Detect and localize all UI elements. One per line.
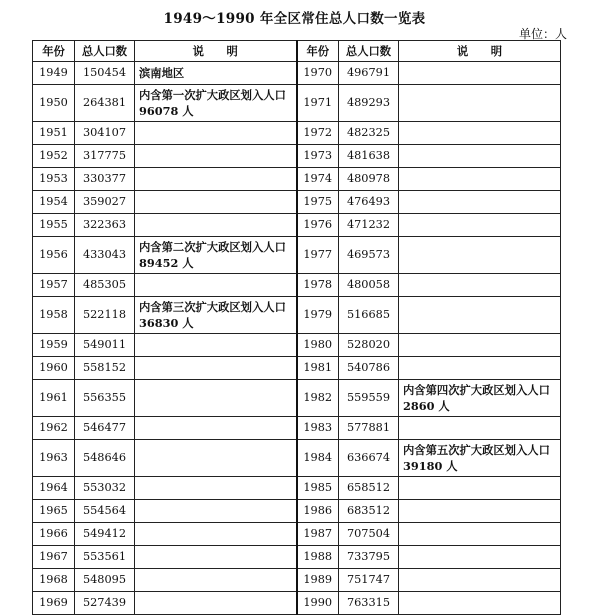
header-population-right: 总人口数 <box>339 41 399 62</box>
table-row <box>33 500 561 523</box>
left-note-cell <box>135 145 297 168</box>
right-note-cell <box>399 145 561 168</box>
right-note-cell: 内含第四次扩大政区划入人口 2860 人 <box>399 380 561 417</box>
right-note-cell <box>399 500 561 523</box>
header-population-left: 总人口数 <box>75 41 135 62</box>
left-year-cell: 1951 <box>33 122 75 145</box>
table-row <box>33 85 561 122</box>
right-year-cell: 1984 <box>297 440 339 477</box>
right-year-cell: 1983 <box>297 417 339 440</box>
right-population-cell: 683512 <box>339 500 399 523</box>
left-year-cell: 1967 <box>33 546 75 569</box>
left-year-cell: 1961 <box>33 380 75 417</box>
right-year-cell: 1975 <box>297 191 339 214</box>
right-population-cell: 469573 <box>339 237 399 274</box>
table-row <box>33 274 561 297</box>
left-year-cell: 1955 <box>33 214 75 237</box>
right-year-cell: 1973 <box>297 145 339 168</box>
left-note-cell: 内含第三次扩大政区划入人口 36830 人 <box>135 297 297 334</box>
table-row <box>33 546 561 569</box>
right-population-cell: 476493 <box>339 191 399 214</box>
table-row <box>33 440 561 477</box>
right-population-cell: 658512 <box>339 477 399 500</box>
table-row <box>33 380 561 417</box>
table-row <box>33 477 561 500</box>
left-year-cell: 1962 <box>33 417 75 440</box>
right-population-cell: 707504 <box>339 523 399 546</box>
right-population-cell: 496791 <box>339 62 399 85</box>
left-note-cell <box>135 357 297 380</box>
right-note-cell <box>399 85 561 122</box>
right-year-cell: 1979 <box>297 297 339 334</box>
right-note-cell <box>399 592 561 615</box>
right-population-cell: 540786 <box>339 357 399 380</box>
table-row <box>33 523 561 546</box>
left-population-cell: 548095 <box>75 569 135 592</box>
table-row <box>33 297 561 334</box>
table-header-row <box>33 41 561 62</box>
right-year-cell: 1978 <box>297 274 339 297</box>
left-note-cell <box>135 214 297 237</box>
left-note-cell <box>135 523 297 546</box>
left-year-cell: 1960 <box>33 357 75 380</box>
left-year-cell: 1958 <box>33 297 75 334</box>
left-population-cell: 522118 <box>75 297 135 334</box>
left-year-cell: 1956 <box>33 237 75 274</box>
left-year-cell: 1954 <box>33 191 75 214</box>
left-note-cell <box>135 477 297 500</box>
header-note-left: 说 明 <box>135 41 297 62</box>
right-population-cell: 559559 <box>339 380 399 417</box>
right-year-cell: 1986 <box>297 500 339 523</box>
right-year-cell: 1977 <box>297 237 339 274</box>
left-population-cell: 317775 <box>75 145 135 168</box>
right-note-cell <box>399 237 561 274</box>
left-year-cell: 1959 <box>33 334 75 357</box>
table-row <box>33 168 561 191</box>
table-row <box>33 569 561 592</box>
header-year-left: 年份 <box>33 41 75 62</box>
left-note-cell <box>135 380 297 417</box>
table-row <box>33 145 561 168</box>
left-population-cell: 549011 <box>75 334 135 357</box>
right-year-cell: 1976 <box>297 214 339 237</box>
right-population-cell: 481638 <box>339 145 399 168</box>
left-population-cell: 546477 <box>75 417 135 440</box>
right-note-cell <box>399 122 561 145</box>
left-year-cell: 1969 <box>33 592 75 615</box>
left-population-cell: 304107 <box>75 122 135 145</box>
right-population-cell: 751747 <box>339 569 399 592</box>
right-population-cell: 516685 <box>339 297 399 334</box>
right-note-cell <box>399 274 561 297</box>
left-population-cell: 330377 <box>75 168 135 191</box>
left-year-cell: 1963 <box>33 440 75 477</box>
left-note-cell <box>135 334 297 357</box>
left-population-cell: 359027 <box>75 191 135 214</box>
left-population-cell: 527439 <box>75 592 135 615</box>
right-population-cell: 480058 <box>339 274 399 297</box>
right-year-cell: 1987 <box>297 523 339 546</box>
left-population-cell: 485305 <box>75 274 135 297</box>
population-table <box>32 40 561 615</box>
left-population-cell: 150454 <box>75 62 135 85</box>
left-note-cell <box>135 440 297 477</box>
left-note-cell <box>135 191 297 214</box>
left-note-cell: 滨南地区 <box>135 62 297 85</box>
left-year-cell: 1952 <box>33 145 75 168</box>
right-year-cell: 1980 <box>297 334 339 357</box>
left-note-cell <box>135 122 297 145</box>
right-note-cell <box>399 214 561 237</box>
table-row <box>33 214 561 237</box>
left-note-cell <box>135 546 297 569</box>
right-year-cell: 1981 <box>297 357 339 380</box>
left-year-cell: 1965 <box>33 500 75 523</box>
right-population-cell: 763315 <box>339 592 399 615</box>
right-note-cell <box>399 191 561 214</box>
right-year-cell: 1985 <box>297 477 339 500</box>
right-note-cell <box>399 357 561 380</box>
table-body <box>33 62 561 615</box>
right-population-cell: 482325 <box>339 122 399 145</box>
right-population-cell: 636674 <box>339 440 399 477</box>
left-year-cell: 1950 <box>33 85 75 122</box>
left-note-cell <box>135 417 297 440</box>
right-note-cell <box>399 569 561 592</box>
table-row <box>33 62 561 85</box>
unit-label: 单位：人 <box>518 27 567 41</box>
table-row <box>33 237 561 274</box>
left-year-cell: 1953 <box>33 168 75 191</box>
right-note-cell: 内含第五次扩大政区划入人口 39180 人 <box>399 440 561 477</box>
right-note-cell <box>399 334 561 357</box>
right-population-cell: 489293 <box>339 85 399 122</box>
right-note-cell <box>399 168 561 191</box>
left-note-cell: 内含第一次扩大政区划入人口 96078 人 <box>135 85 297 122</box>
right-year-cell: 1971 <box>297 85 339 122</box>
document-title: 1949～1990 年全区常住总人口数一览表 <box>163 11 426 27</box>
right-note-cell <box>399 523 561 546</box>
left-population-cell: 264381 <box>75 85 135 122</box>
right-note-cell <box>399 477 561 500</box>
left-population-cell: 553561 <box>75 546 135 569</box>
left-population-cell: 322363 <box>75 214 135 237</box>
left-population-cell: 433043 <box>75 237 135 274</box>
left-note-cell <box>135 569 297 592</box>
table-row <box>33 357 561 380</box>
header-note-right: 说 明 <box>399 41 561 62</box>
right-note-cell <box>399 546 561 569</box>
right-year-cell: 1970 <box>297 62 339 85</box>
left-note-cell <box>135 168 297 191</box>
right-year-cell: 1974 <box>297 168 339 191</box>
table-row <box>33 122 561 145</box>
right-population-cell: 480978 <box>339 168 399 191</box>
table-row <box>33 592 561 615</box>
right-population-cell: 528020 <box>339 334 399 357</box>
table-row <box>33 334 561 357</box>
left-population-cell: 553032 <box>75 477 135 500</box>
left-population-cell: 549412 <box>75 523 135 546</box>
left-population-cell: 556355 <box>75 380 135 417</box>
left-year-cell: 1968 <box>33 569 75 592</box>
left-year-cell: 1949 <box>33 62 75 85</box>
right-population-cell: 471232 <box>339 214 399 237</box>
left-note-cell <box>135 274 297 297</box>
right-population-cell: 577881 <box>339 417 399 440</box>
left-note-cell: 内含第二次扩大政区划入人口 89452 人 <box>135 237 297 274</box>
left-year-cell: 1966 <box>33 523 75 546</box>
right-year-cell: 1982 <box>297 380 339 417</box>
table-row <box>33 191 561 214</box>
right-population-cell: 733795 <box>339 546 399 569</box>
left-note-cell <box>135 500 297 523</box>
right-note-cell <box>399 417 561 440</box>
header-year-right: 年份 <box>297 41 339 62</box>
right-year-cell: 1988 <box>297 546 339 569</box>
left-population-cell: 548646 <box>75 440 135 477</box>
right-note-cell <box>399 297 561 334</box>
left-note-cell <box>135 592 297 615</box>
right-year-cell: 1990 <box>297 592 339 615</box>
left-population-cell: 554564 <box>75 500 135 523</box>
left-population-cell: 558152 <box>75 357 135 380</box>
right-note-cell <box>399 62 561 85</box>
table-row <box>33 417 561 440</box>
right-year-cell: 1972 <box>297 122 339 145</box>
left-year-cell: 1964 <box>33 477 75 500</box>
left-year-cell: 1957 <box>33 274 75 297</box>
right-year-cell: 1989 <box>297 569 339 592</box>
